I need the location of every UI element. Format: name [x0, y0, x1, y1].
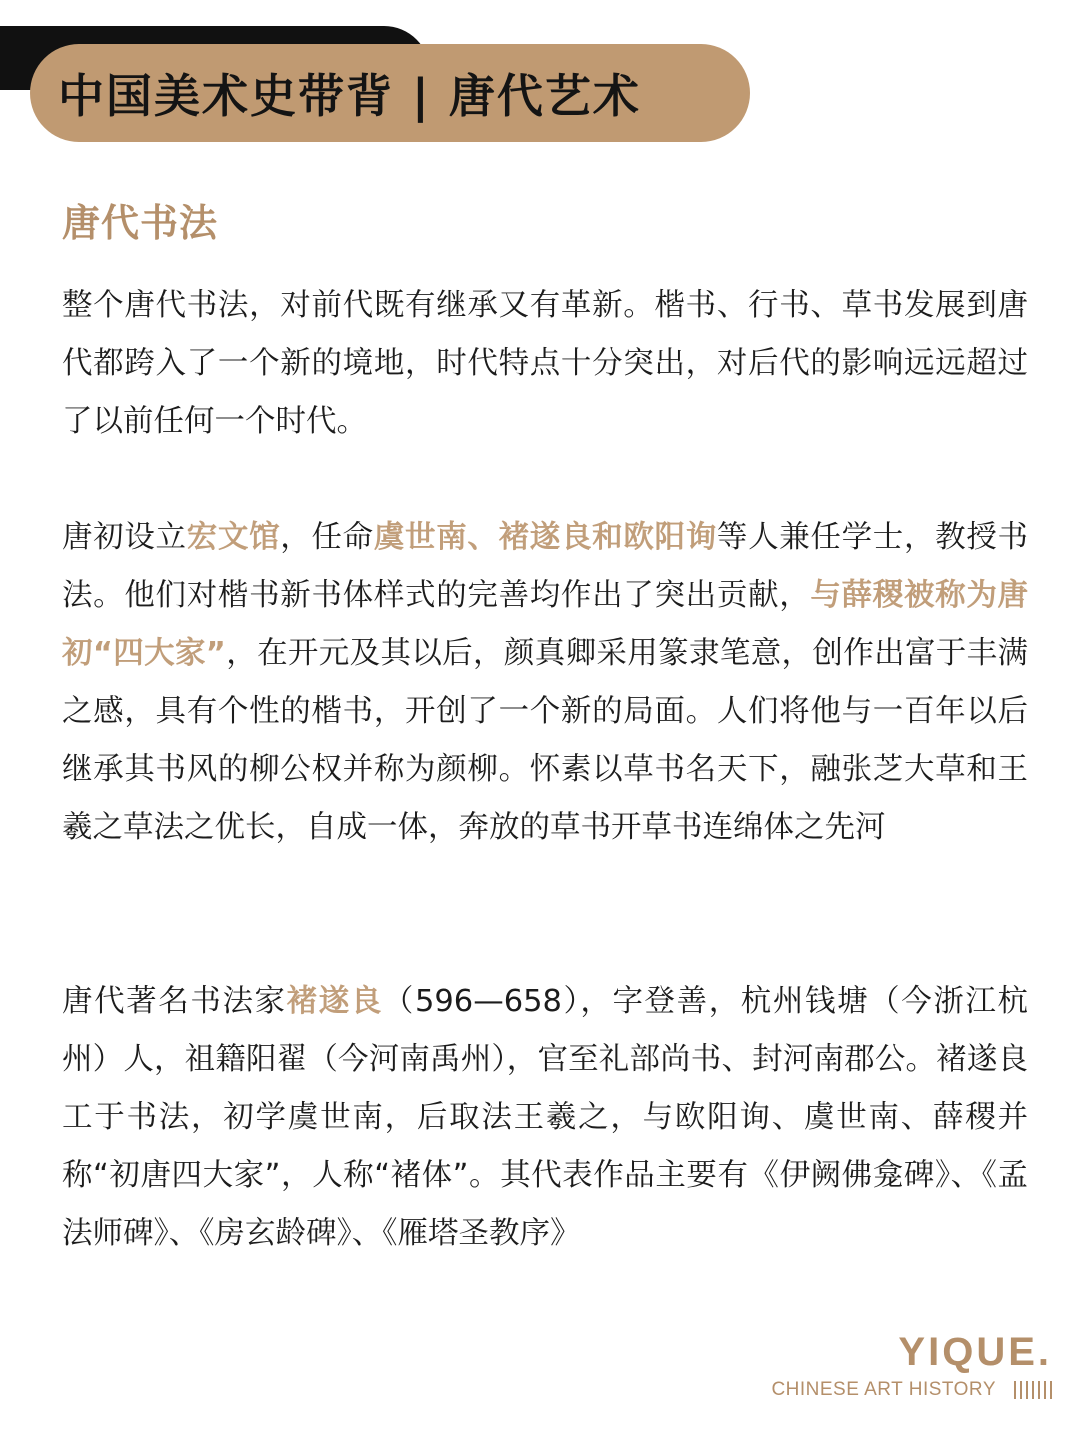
highlight-four-masters: 与薛稷被称为唐初“四大家” — [62, 578, 1029, 671]
header-banner — [30, 44, 750, 142]
highlight-hongwenguan: 宏文馆 — [186, 520, 281, 555]
highlight-calligraphers: 虞世南、褚遂良和欧阳询 — [373, 520, 717, 555]
bars-ornament-icon — [1010, 1381, 1052, 1399]
paragraph-early-tang — [62, 509, 1028, 857]
text-segment: 等人兼任学士，教授书法。他们对楷书新书体样式的完善均作出了突出贡献， — [62, 520, 1029, 613]
paragraph-chu-suiliang — [62, 973, 1028, 1263]
text-segment: 唐初设立 — [62, 520, 187, 555]
text-segment: ，在开元及其以后，颜真卿采用篆隶笔意，创作出富于丰满之感，具有个性的楷书，开创了一个新的局面。人们将他与一百年以后继承其书风的柳公权并称为颜柳。怀素以草书名天下，融张芝大草和王羲之草法之优长，自成一体，奔放的草书开草书连绵体之先河 — [62, 636, 1029, 845]
text-segment: ，任命 — [280, 520, 374, 555]
page-title: 中国美术史带背 | 唐代艺术 — [58, 69, 641, 123]
paragraph-intro: 整个唐代书法，对前代既有继承又有革新。楷书、行书、草书发展到唐代都跨入了一个新的境地，时代特点十分突出，对后代的影响远远超过了以前任何一个时代。 — [62, 288, 1028, 439]
brand-tagline — [771, 1379, 1052, 1401]
text-segment: 唐代著名书法家 — [62, 984, 287, 1019]
brand-logo: YIQUE. — [898, 1330, 1052, 1374]
section-title: 唐代书法 — [62, 201, 219, 245]
tagline-text: CHINESE ART HISTORY — [771, 1379, 996, 1400]
highlight-chu-suiliang: 褚遂良 — [286, 984, 383, 1019]
text-segment: （596—658），字登善，杭州钱塘（今浙江杭州）人，祖籍阳翟（今河南禹州），官至礼部尚书、封河南郡公。褚遂良工于书法，初学虞世南，后取法王羲之，与欧阳询、虞世南、薛稷并称“初唐四大家”，人称“褚体”。其代表作品主要有《伊阙佛龛碑》、《孟法师碑》、《房玄龄碑》、《雁塔圣教序》 — [62, 984, 1029, 1251]
